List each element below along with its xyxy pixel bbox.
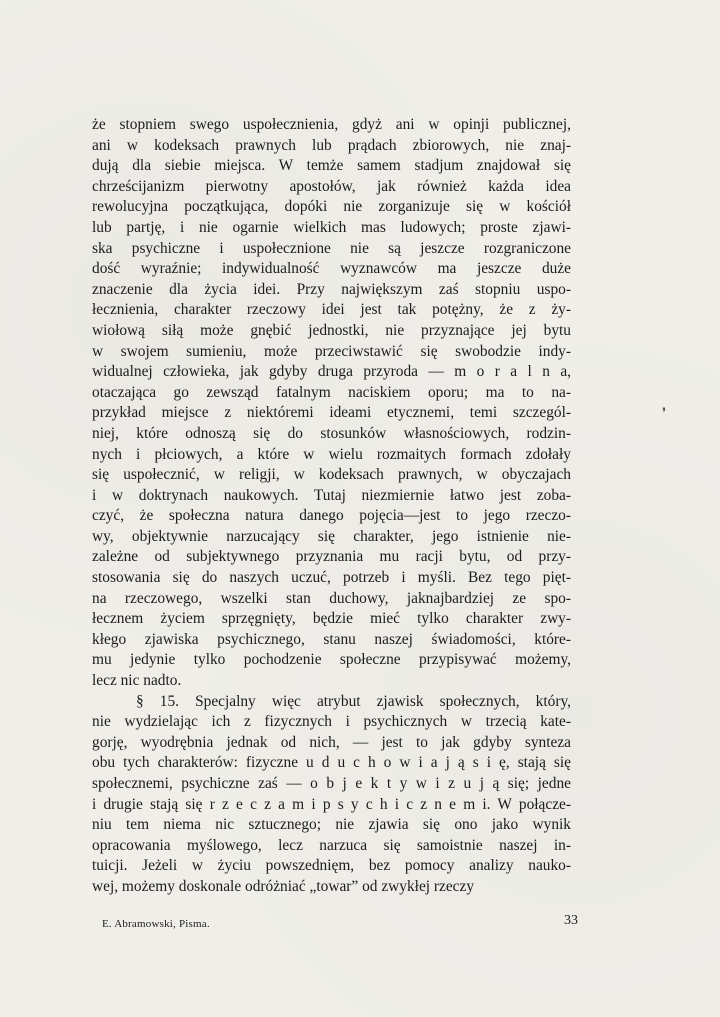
text-line: się uspołecznić, w religji, w kodeksach prawnych, w obyczajach [92,466,571,484]
text-line: i drugie stają się r z e c z a m i p s y c h i c z n e m i. W połącze- [92,795,571,813]
text-line: że stopniem swego uspołecznienia, gdyż ani w opinji publicznej, [92,116,571,133]
text-line: i w doktrynach naukowych. Tutaj niezmiernie łatwo jest zoba- [92,486,571,504]
text-line: przykład miejsce z niektóremi ideami etycznemi, temi szczegól- [92,404,571,422]
text-line: obu tych charakterów: fizyczne u d u c h o w i a j ą s i ę, stają się [92,754,571,772]
text-line: nych i płciowych, a które w wielu rozmaitych formach zdołały [92,445,571,463]
text-line: gorję, wyodrębnia jednak od nich, — jest to jak gdyby synteza [92,733,571,751]
text-line: łecznienia, charakter rzeczowy idei jest tak potężny, że z ży- [92,301,571,319]
text-line: tuicji. Jeżeli w życiu powszednięm, bez pomocy analizy nauko- [92,857,571,875]
text-line: chrześcijanizm pierwotny apostołów, jak również każda idea [92,177,571,195]
text-line: mu jedynie tylko pochodzenie społeczne przypisywać możemy, [92,651,571,669]
text-line: wy, objektywnie narzucający się charakter, jego istnienie nie- [92,527,571,545]
text-line: społecznemi, psychiczne zaś — o b j e k t y w i z u j ą się; jedne [92,775,571,792]
page-number: 33 [564,913,578,928]
text-line: widualnej człowieka, jak gdyby druga przyroda — m o r a l n a, [92,363,571,381]
text-line: § 15. Specjalny więc atrybut zjawisk społecznych, który, [136,692,571,710]
text-line: rewolucyjna początkująca, dopóki nie zorganizuje się w kościół [92,198,571,216]
text-line: kłego zjawiska psychicznego, stanu naszej świadomości, które- [92,630,571,648]
text-line: w swojem sumieniu, może przeciwstawić się swobodzie indy- [92,342,571,360]
text-line: dują dla siebie miejsca. W temże samem stadjum znajdował się [92,157,571,175]
text-line: łecznem życiem sprzęgnięty, będzie mieć tylko charakter zwy- [92,610,571,628]
text-line: dość wyraźnie; indywidualność wyznawców ma jeszcze duże [92,260,571,278]
margin-mark: ❜ [662,405,667,420]
text-line: opracowania myślowego, lecz narzuca się samoistnie naszej in- [92,836,571,854]
text-line: znaczenie dla życia idei. Przy największym zaś stopniu uspo- [92,280,571,298]
text-line: niej, które odnoszą się do stosunków własnościowych, rodzin- [92,424,571,442]
text-line: nie wydzielając ich z fizycznych i psychicznych w trzecią kate- [92,713,571,731]
text-line: na rzeczowego, wszelki stan duchowy, jaknajbardziej ze spo- [92,589,571,607]
text-line: ani w kodeksach prawnych lub prądach zbiorowych, nie znaj- [92,136,571,154]
text-line: wej, możemy doskonale odróżniać „towar” od zwykłej rzeczy [92,877,475,895]
footer-signature: E. Abramowski, Pisma. [102,918,210,930]
text-line: lecz nic nadto. [92,672,182,690]
text-line: lub partję, i nie ogarnie wielkich mas ludowych; proste zjawi- [92,218,571,236]
text-line: wiołową siłą może gnębić jednostki, nie przyznające jej bytu [92,321,571,339]
text-line: ska psychiczne i uspołecznione nie są jeszcze rozgraniczone [92,239,571,257]
text-line: zależne od subjektywnego przyznania mu racji bytu, od przy- [92,548,571,566]
body-text [92,115,571,898]
text-line: niu tem niema nic sztucznego; nie zjawia się ono jako wynik [92,816,571,834]
text-line: stosowania się do naszych uczuć, potrzeb i myśli. Bez tego pięt- [92,569,571,587]
text-line: czyć, że społeczna natura danego pojęcia—jest to jego rzeczo- [92,507,571,525]
text-line: otaczająca go zewsząd fatalnym naciskiem oporu; ma to na- [92,383,571,401]
